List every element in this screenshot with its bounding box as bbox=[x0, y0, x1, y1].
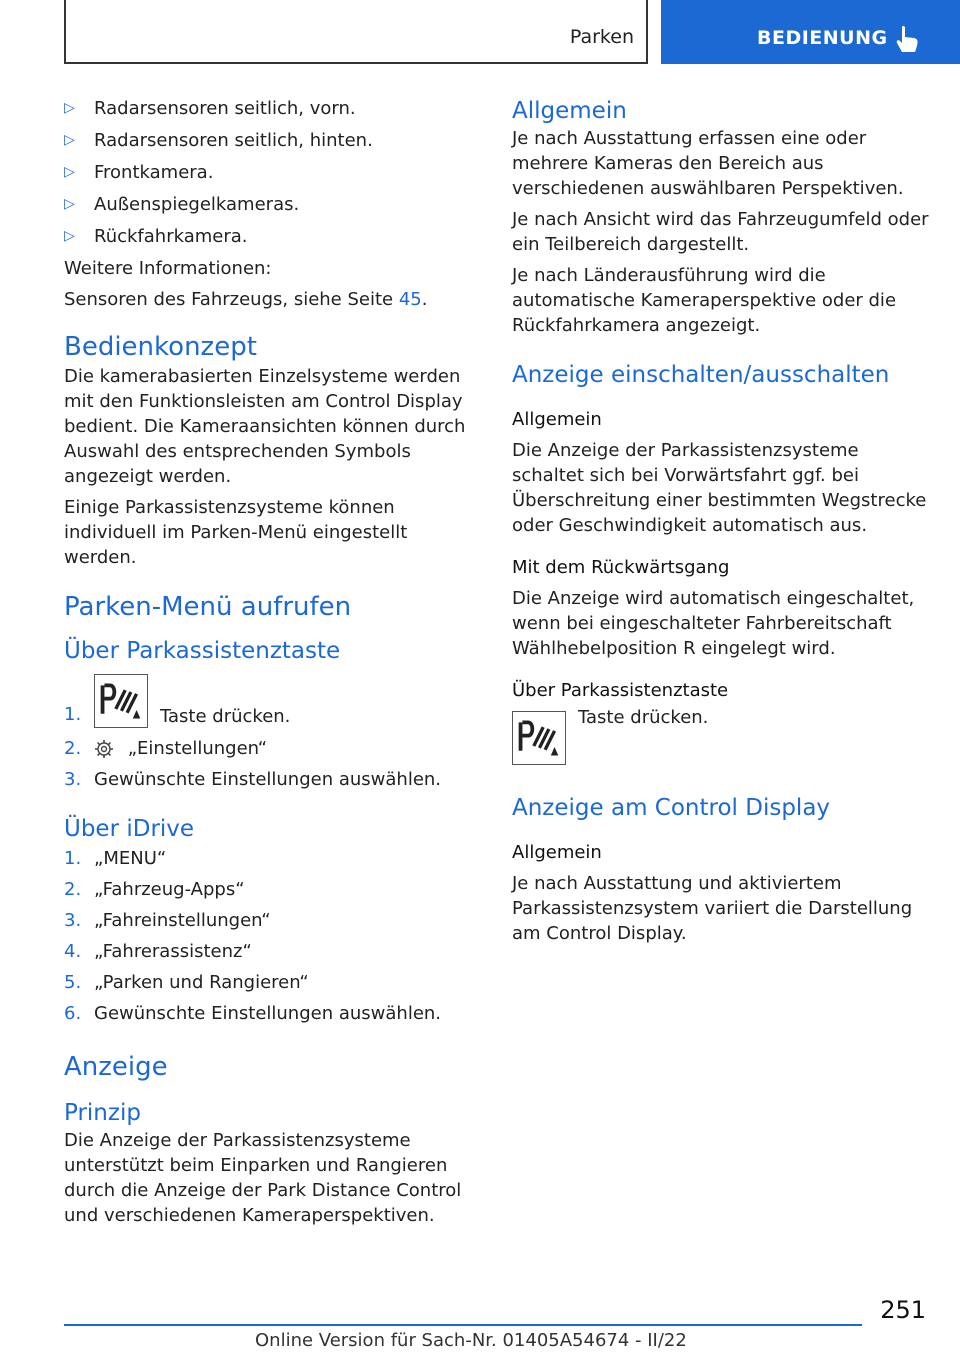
label-allgemein: Allgemein bbox=[512, 409, 602, 430]
footer-divider bbox=[64, 1324, 862, 1326]
idrive-steps bbox=[64, 846, 484, 1026]
taste-row bbox=[512, 707, 932, 773]
subsection-title-taste: Über Parkassistenztaste bbox=[64, 638, 341, 664]
subsection-title-idrive: Über iDrive bbox=[64, 816, 195, 842]
list-item: 3. Gewünschte Einstellungen auswählen. bbox=[64, 769, 442, 790]
taste-steps bbox=[64, 674, 484, 792]
section-title-menu: Parken-Menü aufrufen bbox=[64, 592, 352, 622]
footer-text: Online Version für Sach-Nr. 01405A54674 - II/22 bbox=[255, 1330, 687, 1351]
paragraph: Die Anzeige der Parkassistenzsysteme unterstützt beim Einparken und Rangieren durch die Anzeige der Park Distance Control und verschiedenen Kameraperspektiven. bbox=[64, 1130, 462, 1226]
subsection-title-allgemein: Allgemein bbox=[512, 98, 627, 124]
triangle-bullet-icon: ▷ bbox=[64, 228, 75, 244]
list-item: ▷ Rückfahrkamera. bbox=[64, 226, 248, 247]
section-title-anzeige: Anzeige bbox=[64, 1052, 168, 1082]
list-item: 2. „Fahrzeug-Apps“ bbox=[64, 879, 245, 900]
triangle-bullet-icon: ▷ bbox=[64, 132, 75, 148]
paragraph: Die Anzeige der Parkassistenzsysteme schaltet sich bei Vorwärtsfahrt ggf. bei Überschreitung einer bestimmten Wegstrecke oder Geschwindigkeit automatisch aus. bbox=[512, 440, 927, 536]
list-item: 2. „Einstellungen“ bbox=[64, 738, 268, 759]
page-number: 251 bbox=[880, 1296, 926, 1324]
label-allgemein: Allgemein bbox=[512, 842, 602, 863]
label-rueckwaertsgang: Mit dem Rückwärtsgang bbox=[512, 557, 730, 578]
header-section-title: Parken bbox=[569, 26, 634, 48]
hand-pointer-icon bbox=[894, 24, 920, 54]
header-chapter-title: BEDIENUNG bbox=[757, 27, 888, 49]
paragraph: Die kamerabasierten Einzelsysteme werden mit den Funktionsleisten am Control Display bedient. Die Kameraansichten können durch Auswahl des entsprechenden Symbols angezeigt werden. bbox=[64, 366, 466, 487]
list-item: ▷ Frontkamera. bbox=[64, 162, 214, 183]
more-info-label: Weitere Informationen: bbox=[64, 258, 272, 279]
paragraph: Je nach Länderausführung wird die automatische Kameraperspektive oder die Rückfahrkamera angezeigt. bbox=[512, 265, 897, 336]
label-parkassistenztaste: Über Parkassistenztaste bbox=[512, 680, 729, 701]
subsection-title-control-display: Anzeige am Control Display bbox=[512, 795, 831, 821]
list-item: 1. „MENU“ bbox=[64, 848, 167, 869]
list-item: 1. Taste drücken. bbox=[64, 674, 484, 730]
triangle-bullet-icon: ▷ bbox=[64, 100, 75, 116]
paragraph: Je nach Ansicht wird das Fahrzeugumfeld oder ein Teilbereich dargestellt. bbox=[512, 209, 929, 255]
list-item: 4. „Fahrerassistenz“ bbox=[64, 941, 252, 962]
left-column bbox=[64, 96, 484, 1228]
park-assist-button-icon bbox=[94, 674, 148, 728]
section-title-bedienkonzept: Bedienkonzept bbox=[64, 332, 257, 362]
list-item: 6. Gewünschte Einstellungen auswählen. bbox=[64, 1003, 442, 1024]
subsection-title-ein-aus: Anzeige einschalten/ausschalten bbox=[512, 362, 890, 388]
park-assist-button-icon bbox=[512, 711, 566, 765]
list-item: 3. „Fahreinstellungen“ bbox=[64, 910, 271, 931]
header-section-box bbox=[64, 0, 648, 64]
triangle-bullet-icon: ▷ bbox=[64, 164, 75, 180]
sensors-reference: Sensoren des Fahrzeugs, siehe Seite 45. bbox=[64, 289, 428, 310]
gear-icon bbox=[94, 739, 114, 759]
page-link[interactable]: 45 bbox=[398, 289, 422, 310]
paragraph: Einige Parkassistenzsysteme können individuell im Parken-Menü eingestellt werden. bbox=[64, 497, 408, 568]
list-item: ▷ Radarsensoren seitlich, vorn. bbox=[64, 98, 356, 119]
paragraph: Je nach Ausstattung und aktiviertem Parkassistenzsystem variiert die Darstellung am Control Display. bbox=[512, 873, 913, 944]
paragraph: Je nach Ausstattung erfassen eine oder mehrere Kameras den Bereich aus verschiedenen auswählbaren Perspektiven. bbox=[512, 128, 904, 199]
taste-text: Taste drücken. bbox=[578, 707, 709, 728]
sensor-list bbox=[64, 96, 484, 249]
list-item: ▷ Außenspiegelkameras. bbox=[64, 194, 300, 215]
list-item: 5. „Parken und Rangieren“ bbox=[64, 972, 309, 993]
subsection-title-prinzip: Prinzip bbox=[64, 1100, 141, 1126]
paragraph: Die Anzeige wird automatisch eingeschaltet, wenn bei eingeschalteter Fahrbereitschaft Wählhebelposition R eingelegt wird. bbox=[512, 588, 915, 659]
triangle-bullet-icon: ▷ bbox=[64, 196, 75, 212]
list-item: ▷ Radarsensoren seitlich, hinten. bbox=[64, 130, 373, 151]
right-column bbox=[512, 96, 932, 946]
